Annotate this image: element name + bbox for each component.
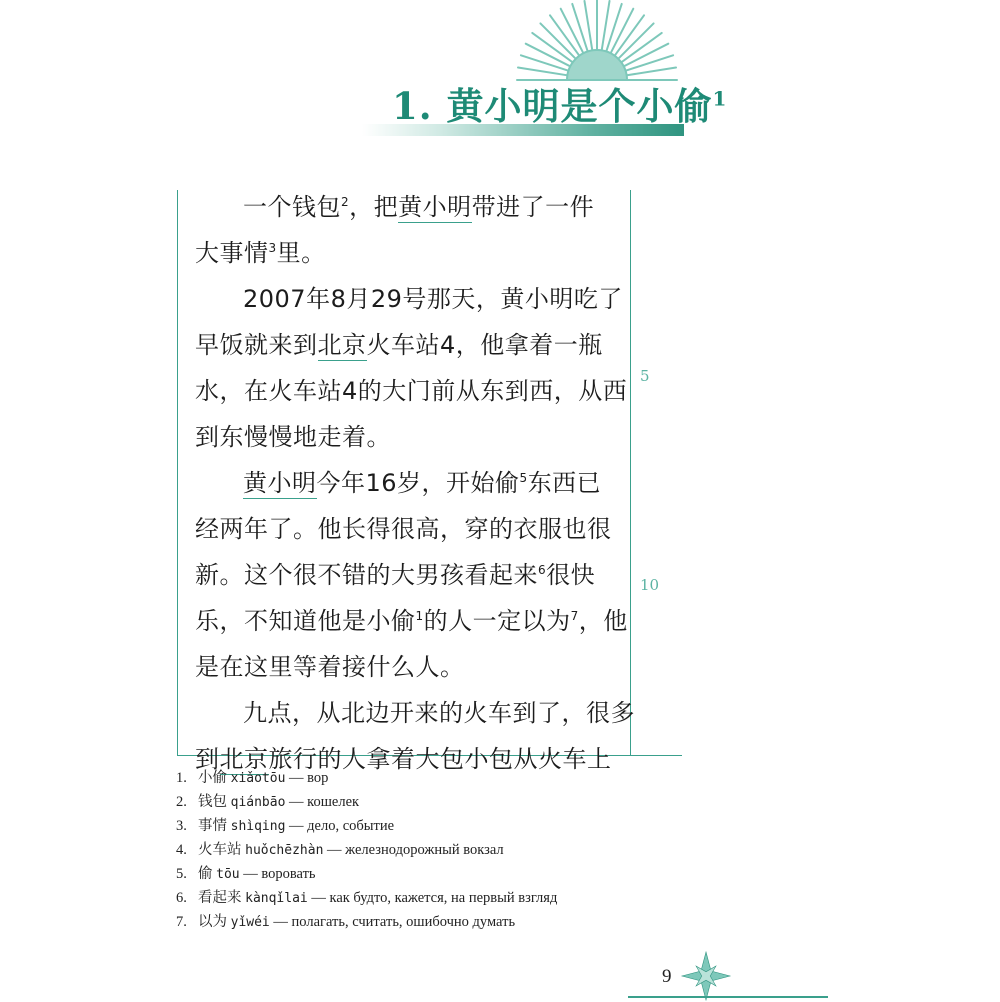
note-word: 事情 xyxy=(198,818,227,834)
note-number: 7. xyxy=(176,914,187,930)
note-pinyin: yǐwéi xyxy=(230,915,270,930)
note-pinyin: xiǎotōu xyxy=(230,771,286,786)
note-translation: — воровать xyxy=(243,866,316,882)
footnote-ref: 3 xyxy=(268,241,277,255)
note-word: 以为 xyxy=(198,914,227,930)
note-item xyxy=(176,886,696,910)
note-number: 3. xyxy=(176,818,187,834)
note-item xyxy=(176,790,696,814)
proper-name: 黄小明 xyxy=(243,469,317,497)
text-segment: 很快 xyxy=(546,561,596,589)
paragraph xyxy=(195,276,628,460)
proper-name: 北京 xyxy=(317,331,367,359)
paragraph xyxy=(195,460,628,690)
text-segment: 东西已 xyxy=(527,469,602,497)
note-number: 2. xyxy=(176,794,187,810)
note-number: 4. xyxy=(176,842,187,858)
note-translation: — как будто, кажется, на первый взгляд xyxy=(311,890,558,906)
text-segment: 旅行的人拿着大包小包从火车上 xyxy=(268,745,612,773)
text-segment: 经两年了。他长得很高，穿的衣服也很 xyxy=(195,515,612,543)
note-translation: — полагать, считать, ошибочно думать xyxy=(273,914,516,930)
note-word: 偷 xyxy=(198,866,213,882)
text-segment: 是在这里等着接什么人。 xyxy=(195,653,465,681)
sunburst-ornament-icon xyxy=(512,0,682,82)
note-word: 小偷 xyxy=(198,770,227,786)
note-pinyin: tōu xyxy=(216,867,240,882)
footnote-ref: 5 xyxy=(519,471,528,485)
note-translation: — вор xyxy=(289,770,329,786)
text-segment: 里。 xyxy=(276,239,326,267)
chapter-title-footnote-ref: 1 xyxy=(712,86,728,111)
proper-name: 黄小明 xyxy=(398,193,472,221)
note-translation: — кошелек xyxy=(289,794,360,810)
note-pinyin: shìqing xyxy=(230,819,286,834)
main-text xyxy=(195,184,635,782)
proper-name: 北京 xyxy=(219,745,269,773)
sun-half-disc xyxy=(567,50,627,80)
paragraph xyxy=(195,184,615,276)
note-number: 1. xyxy=(176,770,187,786)
note-word: 看起来 xyxy=(198,890,242,906)
text-segment: 的人一定以为 xyxy=(423,607,571,635)
text-segment: 水，在火车站4的大门前从东到西，从西 xyxy=(195,377,628,405)
text-segment: 大事情 xyxy=(195,239,269,267)
text-segment: 到东慢慢地走着。 xyxy=(195,423,391,451)
page-number: 9 xyxy=(662,966,672,987)
footnote-ref: 7 xyxy=(570,609,579,623)
chapter-title xyxy=(392,84,727,128)
text-segment: 九点，从北边开来的火车到了，很多 xyxy=(243,699,635,727)
text-segment: ，把 xyxy=(349,193,399,221)
note-item xyxy=(176,838,696,862)
text-segment: 一个钱包 xyxy=(243,193,341,221)
note-number: 5. xyxy=(176,866,187,882)
text-segment: 今年16岁，开始偷 xyxy=(316,469,520,497)
note-translation: — дело, событие xyxy=(289,818,395,834)
footnote-ref: 1 xyxy=(415,609,424,623)
line-number-5: 5 xyxy=(640,367,650,385)
text-segment: 带进了一件 xyxy=(471,193,595,221)
note-word: 钱包 xyxy=(198,794,227,810)
text-segment: 到 xyxy=(195,745,220,773)
vocabulary-notes xyxy=(176,766,696,934)
footnote-ref: 6 xyxy=(538,563,547,577)
note-number: 6. xyxy=(176,890,187,906)
note-item xyxy=(176,910,696,934)
text-segment: ，他 xyxy=(578,607,628,635)
note-translation: — железнодорожный вокзал xyxy=(327,842,504,858)
footer-rule xyxy=(628,996,828,998)
text-segment: 2007年8月29号那天，黄小明吃了 xyxy=(243,285,623,313)
note-pinyin: kànqǐlai xyxy=(245,891,308,906)
star-ornament-icon xyxy=(680,950,732,1002)
note-pinyin: qiánbāo xyxy=(230,795,286,810)
note-item xyxy=(176,766,696,790)
footnote-ref: 2 xyxy=(341,195,350,209)
text-segment: 新。这个很不错的大男孩看起来 xyxy=(195,561,538,589)
line-number-10: 10 xyxy=(640,576,660,594)
chapter-number: 1. xyxy=(392,84,433,128)
text-segment: 火车站4，他拿着一瓶 xyxy=(366,331,603,359)
chapter-title-text: 黄小明是个小偷 xyxy=(446,84,713,128)
note-pinyin: huǒchēzhàn xyxy=(245,843,324,858)
note-item xyxy=(176,862,696,886)
text-segment: 乐，不知道他是小偷 xyxy=(195,607,416,635)
note-word: 火车站 xyxy=(198,842,242,858)
text-segment: 早饭就来到 xyxy=(195,331,318,359)
note-item xyxy=(176,814,696,838)
